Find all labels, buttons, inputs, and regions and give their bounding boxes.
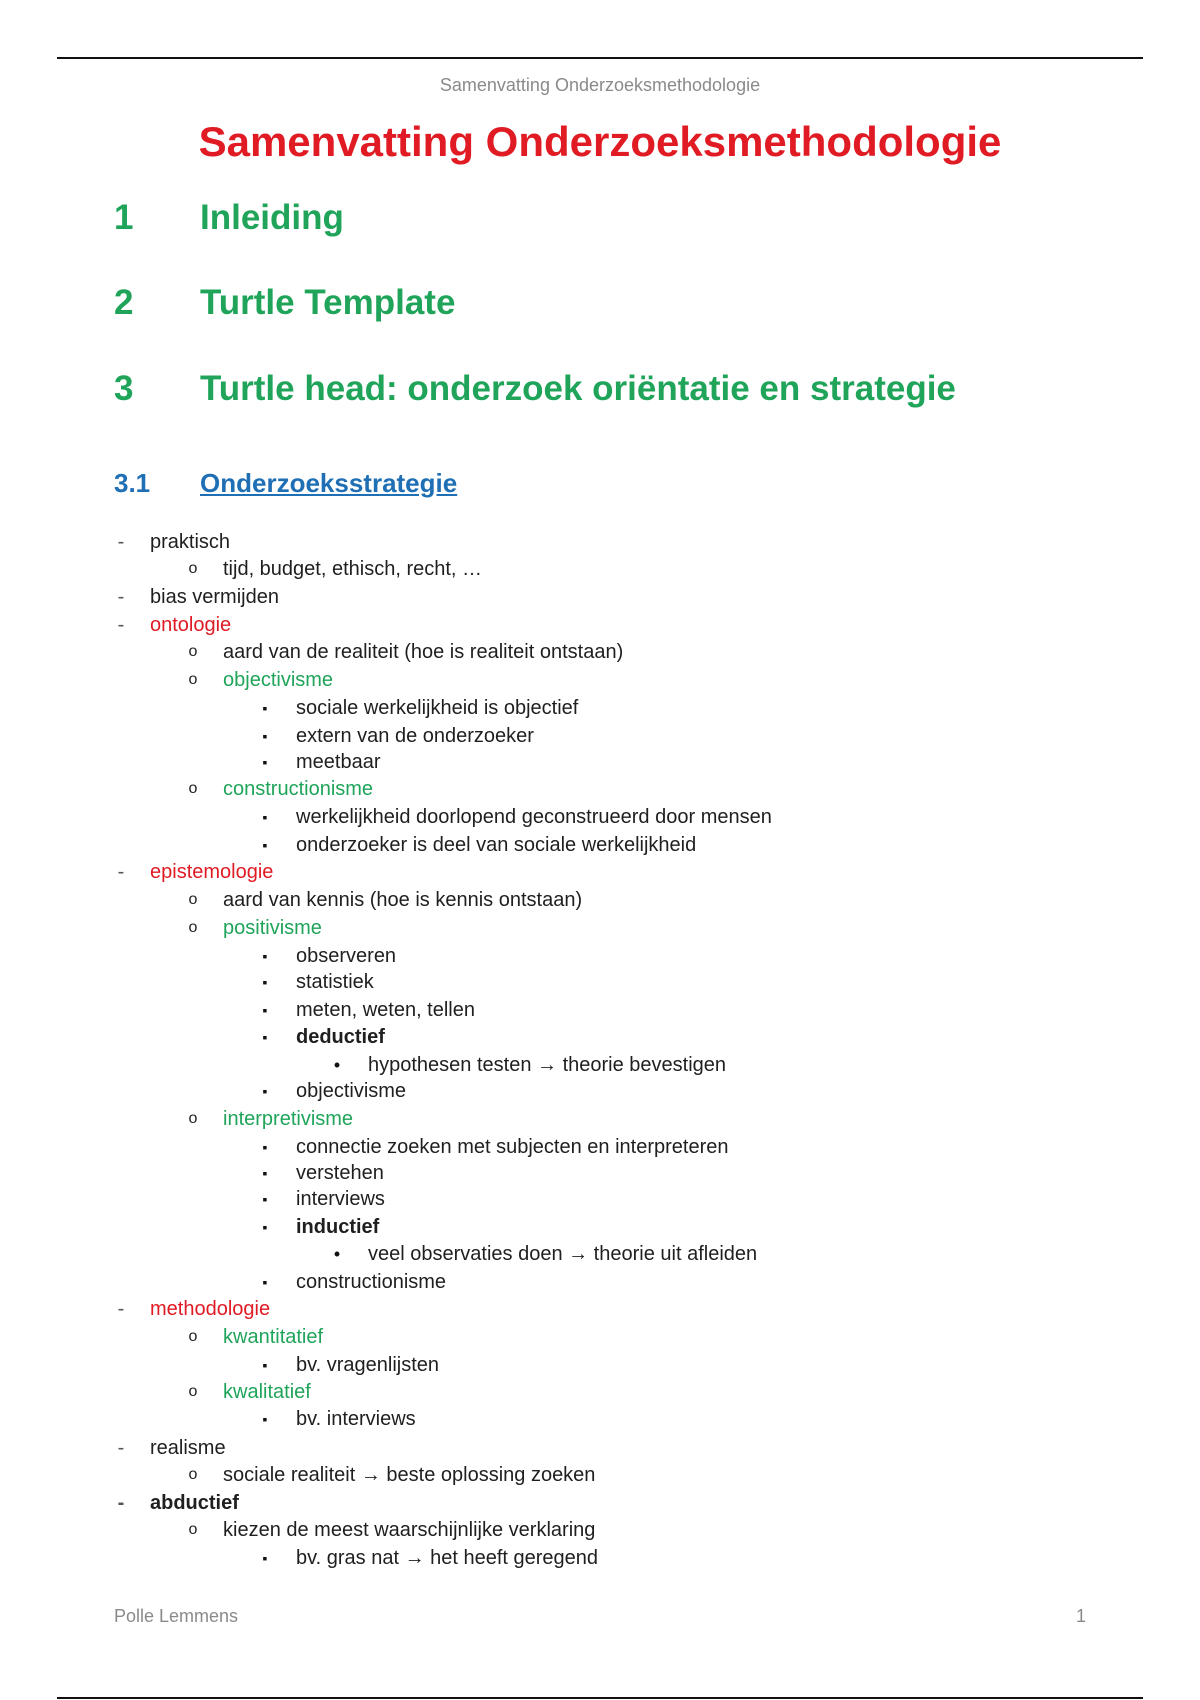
- square-bullet: ▪: [262, 948, 268, 964]
- square-bullet: ▪: [262, 837, 268, 853]
- square-bullet: ▪: [262, 728, 268, 744]
- square-bullet: ▪: [262, 700, 268, 716]
- heading-2: [114, 283, 455, 323]
- circle-bullet: o: [188, 643, 198, 660]
- subheading-number: 3.1: [114, 468, 151, 498]
- dash-bullet: -: [117, 1492, 125, 1514]
- heading-2-title: Turtle Template: [200, 283, 456, 322]
- square-bullet: ▪: [262, 1002, 268, 1018]
- heading-1-number: 1: [114, 198, 134, 237]
- bottom-rule: [57, 1697, 1143, 1699]
- square-bullet: ▪: [262, 1357, 268, 1373]
- square-bullet: ▪: [262, 754, 268, 770]
- subheading-3-1: [114, 468, 457, 499]
- square-bullet: ▪: [262, 1165, 268, 1181]
- dot-bullet: •: [333, 1055, 341, 1075]
- circle-bullet: o: [188, 1466, 198, 1483]
- square-bullet: ▪: [262, 1139, 268, 1155]
- square-bullet: ▪: [262, 1550, 268, 1566]
- circle-bullet: o: [188, 919, 198, 936]
- square-bullet: ▪: [262, 1219, 268, 1235]
- top-rule: [57, 57, 1143, 59]
- square-bullet: ▪: [262, 974, 268, 990]
- subheading-title: Onderzoeksstrategie: [200, 468, 458, 498]
- square-bullet: ▪: [262, 1191, 268, 1207]
- dash-bullet: -: [117, 586, 125, 608]
- heading-1-title: Inleiding: [200, 198, 344, 237]
- square-bullet: ▪: [262, 1274, 268, 1290]
- dash-bullet: -: [117, 531, 125, 553]
- document-title: Samenvatting Onderzoeksmethodologie: [198, 118, 1002, 165]
- square-bullet: ▪: [262, 809, 268, 825]
- circle-bullet: o: [188, 780, 198, 797]
- dash-bullet: -: [117, 1298, 125, 1320]
- heading-1: [114, 198, 344, 238]
- dash-bullet: -: [117, 861, 125, 883]
- circle-bullet: o: [188, 671, 198, 688]
- circle-bullet: o: [188, 1328, 198, 1345]
- heading-3: [114, 369, 956, 409]
- circle-bullet: o: [188, 891, 198, 908]
- square-bullet: ▪: [262, 1029, 268, 1045]
- circle-bullet: o: [188, 560, 198, 577]
- footer-author: Polle Lemmens: [114, 1606, 239, 1626]
- square-bullet: ▪: [262, 1083, 268, 1099]
- dash-bullet: -: [117, 1437, 125, 1459]
- dot-bullet: •: [333, 1244, 341, 1264]
- heading-2-number: 2: [114, 283, 134, 322]
- dash-bullet: -: [117, 614, 125, 636]
- page-number: 1: [1075, 1606, 1086, 1626]
- square-bullet: ▪: [262, 1411, 268, 1427]
- heading-3-title: Turtle head: onderzoek oriëntatie en strategie: [200, 369, 956, 408]
- circle-bullet: o: [188, 1383, 198, 1400]
- circle-bullet: o: [188, 1110, 198, 1127]
- circle-bullet: o: [188, 1521, 198, 1538]
- heading-3-number: 3: [114, 369, 134, 408]
- running-header: Samenvatting Onderzoeksmethodologie: [439, 75, 761, 95]
